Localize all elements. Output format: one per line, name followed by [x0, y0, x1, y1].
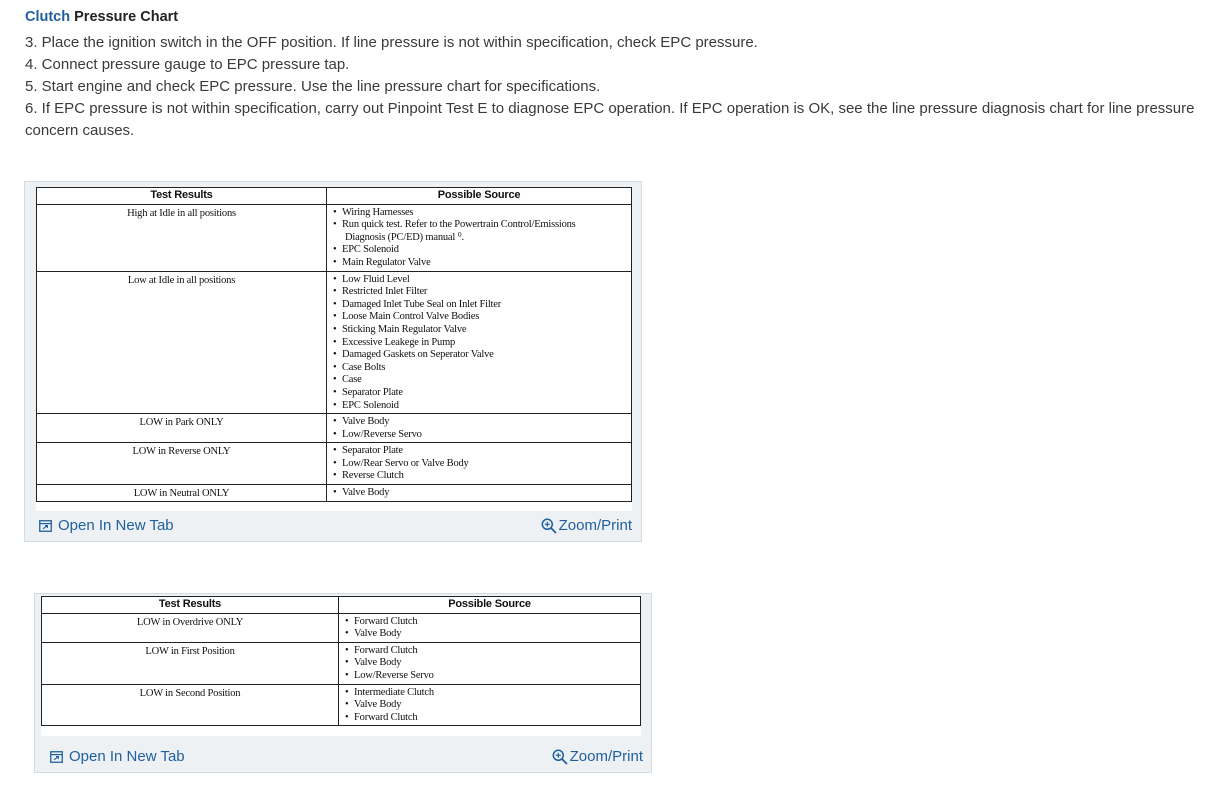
source-list	[333, 445, 631, 483]
table-row	[42, 684, 641, 726]
heading-link[interactable]: Clutch	[25, 9, 71, 25]
header-possible-source: Possible Source	[327, 188, 632, 205]
chart-image-1[interactable]	[36, 187, 632, 511]
source-list	[333, 274, 631, 413]
source-list	[345, 645, 640, 683]
table-row	[37, 204, 632, 271]
source-list	[333, 207, 631, 270]
test-result-cell: LOW in Park ONLY	[37, 414, 327, 443]
source-list	[333, 487, 631, 500]
source-item: • Low/Reverse Servo	[333, 429, 631, 442]
source-list	[345, 687, 640, 725]
possible-source-cell	[327, 414, 632, 443]
source-item: • Valve Body	[333, 416, 631, 429]
source-list	[345, 616, 640, 641]
chart-image-2[interactable]	[41, 596, 641, 736]
open-in-new-tab-label: Open In New Tab	[58, 517, 174, 534]
source-item: • Wiring Harnesses	[333, 207, 631, 220]
table-row	[42, 642, 641, 684]
table-row	[37, 443, 632, 485]
possible-source-cell	[339, 613, 641, 642]
source-item: • Main Regulator Valve	[333, 257, 631, 270]
source-item: • Damaged Gaskets on Seperator Valve	[333, 349, 631, 362]
test-result-cell: LOW in Neutral ONLY	[37, 485, 327, 502]
possible-source-cell	[327, 271, 632, 414]
procedure-steps	[25, 32, 1210, 142]
test-result-cell: LOW in Reverse ONLY	[37, 443, 327, 485]
source-item: • Loose Main Control Valve Bodies	[333, 311, 631, 324]
magnifier-zoom-icon	[552, 749, 568, 765]
possible-source-cell	[327, 204, 632, 271]
source-item: • EPC Solenoid	[333, 400, 631, 413]
source-item: • Run quick test. Refer to the Powertrain Control/Emissions	[333, 219, 631, 232]
step-6: 6. If EPC pressure is not within specification, carry out Pinpoint Test E to diagnose EPC operation. If EPC operation is OK, see the line pressure diagnosis chart for line pressure concern causes.	[25, 100, 1195, 139]
source-item: • Case Bolts	[333, 362, 631, 375]
test-result-cell: LOW in First Position	[42, 642, 339, 684]
source-item: • Case	[333, 374, 631, 387]
step-5: 5. Start engine and check EPC pressure. Use the line pressure chart for specifications.	[25, 78, 601, 95]
open-in-new-tab-icon	[39, 520, 52, 532]
header-test-results: Test Results	[37, 188, 327, 205]
source-item: • Low Fluid Level	[333, 274, 631, 287]
open-in-new-tab-label: Open In New Tab	[69, 748, 185, 765]
chart-figure-1	[24, 181, 642, 542]
header-test-results: Test Results	[42, 597, 339, 614]
table-row	[37, 414, 632, 443]
source-item: • EPC Solenoid	[333, 244, 631, 257]
open-in-new-tab-link[interactable]	[39, 517, 174, 534]
test-result-cell: Low at Idle in all positions	[37, 271, 327, 414]
source-item: • Valve Body	[333, 487, 631, 500]
step-4: 4. Connect pressure gauge to EPC pressure tap.	[25, 56, 350, 73]
open-in-new-tab-icon	[50, 751, 63, 763]
possible-source-cell	[327, 485, 632, 502]
heading-text: Pressure Chart	[70, 9, 179, 25]
table-row	[37, 271, 632, 414]
source-item: Diagnosis (PC/ED) manual ⁰.	[345, 231, 464, 243]
source-item: • Reverse Clutch	[333, 470, 631, 483]
possible-source-cell	[339, 642, 641, 684]
source-item: • Valve Body	[345, 699, 640, 712]
source-item: • Separator Plate	[333, 445, 631, 458]
magnifier-zoom-icon	[541, 518, 557, 534]
table-row	[42, 613, 641, 642]
pressure-chart-table-2	[41, 596, 641, 726]
zoom-print-label: Zoom/Print	[569, 748, 643, 765]
source-list	[333, 416, 631, 441]
chart-figure-2	[34, 593, 652, 773]
source-item: • Intermediate Clutch	[345, 687, 640, 700]
source-item: • Forward Clutch	[345, 616, 640, 629]
open-in-new-tab-link[interactable]	[50, 748, 185, 765]
possible-source-cell	[327, 443, 632, 485]
zoom-print-link[interactable]	[552, 748, 643, 765]
source-item: • Damaged Inlet Tube Seal on Inlet Filter	[333, 299, 631, 312]
pressure-chart-table-1	[36, 187, 632, 502]
test-result-cell: High at Idle in all positions	[37, 204, 327, 271]
possible-source-cell	[339, 684, 641, 726]
table-row	[37, 485, 632, 502]
zoom-print-link[interactable]	[541, 517, 632, 534]
source-item: • Valve Body	[345, 628, 640, 641]
source-item: • Valve Body	[345, 657, 640, 670]
source-item: • Forward Clutch	[345, 712, 640, 725]
page-heading	[25, 9, 178, 25]
zoom-print-label: Zoom/Print	[558, 517, 632, 534]
step-3: 3. Place the ignition switch in the OFF position. If line pressure is not within specification, check EPC pressure.	[25, 34, 758, 51]
test-result-cell: LOW in Second Position	[42, 684, 339, 726]
test-result-cell: LOW in Overdrive ONLY	[42, 613, 339, 642]
source-item: • Separator Plate	[333, 387, 631, 400]
header-possible-source: Possible Source	[339, 597, 641, 614]
source-item: • Excessive Leakege in Pump	[333, 337, 631, 350]
source-item: • Low/Reverse Servo	[345, 670, 640, 683]
source-item: • Forward Clutch	[345, 645, 640, 658]
source-item: • Restricted Inlet Filter	[333, 286, 631, 299]
source-item: • Low/Rear Servo or Valve Body	[333, 458, 631, 471]
source-item: • Sticking Main Regulator Valve	[333, 324, 631, 337]
